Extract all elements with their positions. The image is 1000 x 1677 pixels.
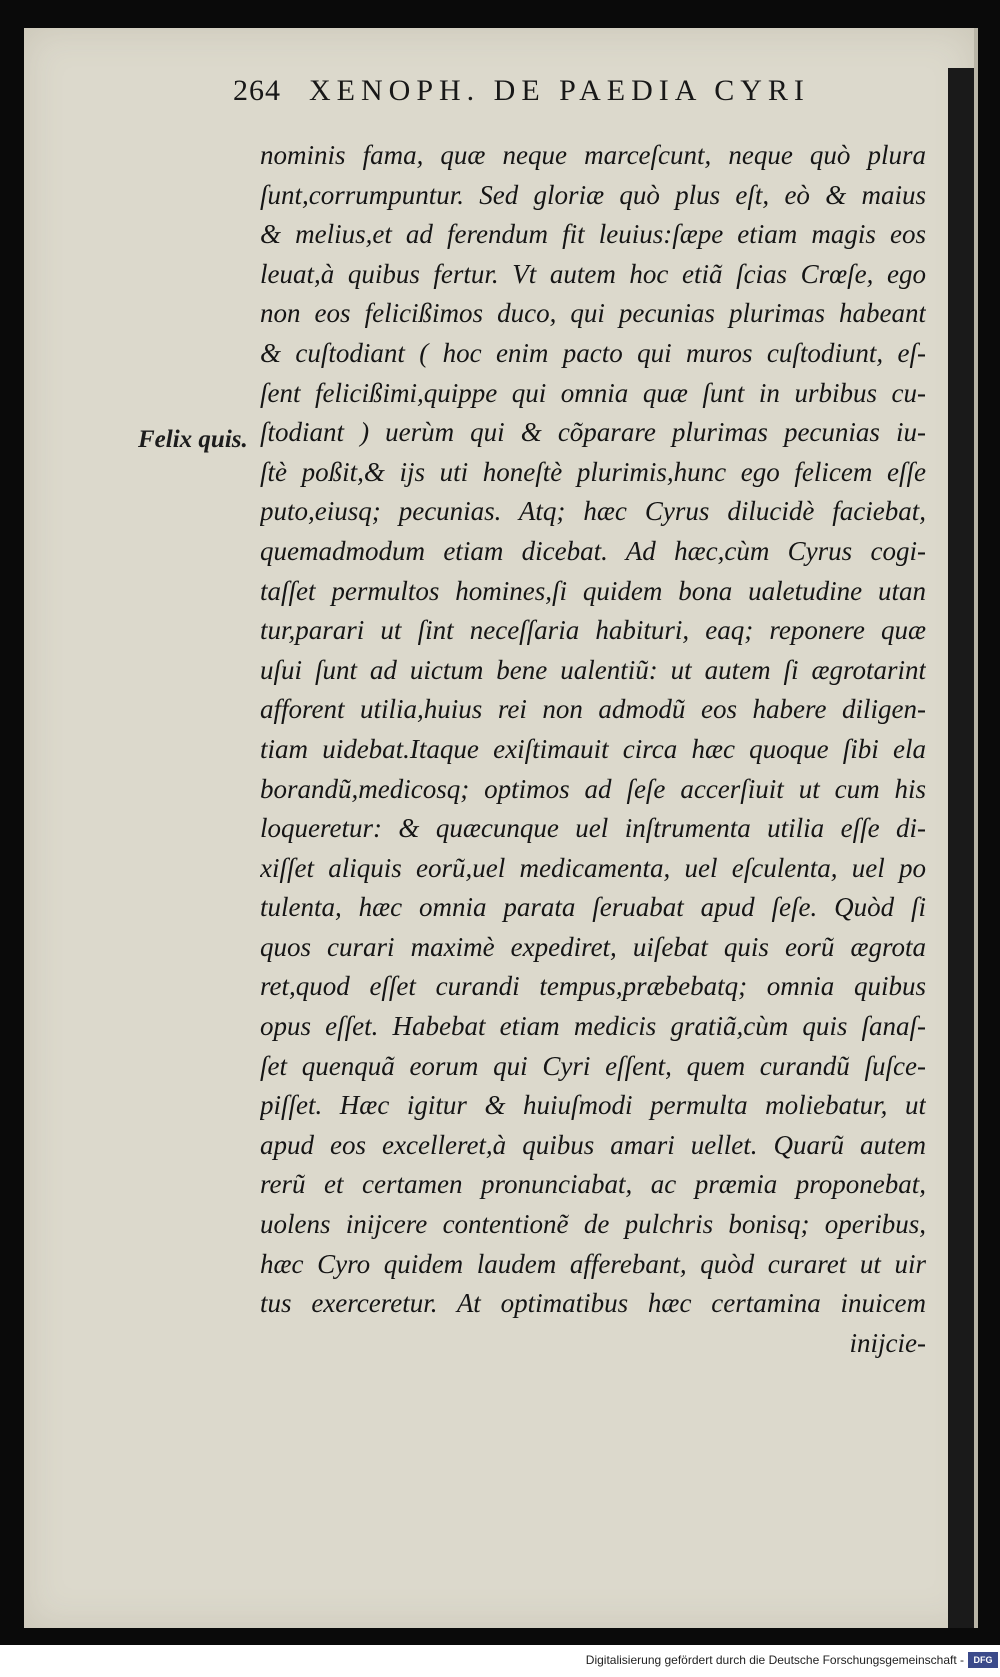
page-number: 264 xyxy=(233,74,281,107)
body-text xyxy=(260,136,926,1363)
text-line: borandũ,medicosq; optimos ad ſeſe accerſiuit ut cum his xyxy=(260,773,926,804)
text-line: uſui ſunt ad uictum bene ualentiũ: ut autem ſi ægrotarint xyxy=(260,654,926,685)
text-line: quemadmodum etiam dicebat. Ad hæc,cùm Cyrus cogi- xyxy=(260,535,926,566)
text-line: tulenta, hæc omnia parata ſeruabat apud ſeſe. Quòd ſi xyxy=(260,892,926,923)
text-line: ſtè poßit,& ijs uti honeſtè plurimis,hunc ego felicem eſſe xyxy=(260,456,926,487)
text-line: ret,quod eſſet curandi tempus,præbebatq; omnia quibus xyxy=(260,971,926,1002)
digitization-footer xyxy=(0,1645,1000,1677)
text-line: ſtodiant ) uerùm qui & cõparare plurimas pecunias iu- xyxy=(260,417,926,448)
text-line: ſet quenquã eorum qui Cyri eſſent, quem curandũ ſuſce- xyxy=(260,1050,926,1081)
running-head xyxy=(233,74,933,118)
text-line: apud eos excelleret,à quibus amari uellet. Quarũ autem xyxy=(260,1129,926,1160)
text-line: tiam uidebat.Itaque exiſtimauit circa hæc quoque ſibi ela xyxy=(260,733,926,764)
text-line: ſent felicißimi,quippe qui omnia quæ ſunt in urbibus cu- xyxy=(260,377,926,408)
text-line: nominis fama, quæ neque marceſcunt, neque quò plura xyxy=(260,140,926,170)
text-line: xiſſet aliquis eorũ,uel medicamenta, uel eſculenta, uel po xyxy=(260,852,926,883)
catchword: inijcie- xyxy=(849,1327,926,1358)
running-title: XENOPH. DE PAEDIA CYRI xyxy=(309,74,810,107)
text-line: afforent utilia,huius rei non admodũ eos habere diligen- xyxy=(260,694,926,725)
text-line: taſſet permultos homines,ſi quidem bona ualetudine utan xyxy=(260,575,926,606)
text-line: puto,eiusq; pecunias. Atq; hæc Cyrus dilucidè faciebat, xyxy=(260,496,926,527)
margin-note: Felix quis. xyxy=(138,426,248,453)
page-edge-shadow xyxy=(948,68,974,1628)
text-line: loqueretur: & quæcunque uel inſtrumenta utilia eſſe di- xyxy=(260,813,926,844)
text-line: & cuſtodiant ( hoc enim pacto qui muros cuſtodiunt, eſ- xyxy=(260,337,926,368)
text-line: non eos felicißimos duco, qui pecunias plurimas habeant xyxy=(260,298,926,329)
text-line: hæc Cyro quidem laudem afferebant, quòd curaret ut uir xyxy=(260,1248,926,1279)
text-line: rerũ et certamen pronunciabat, ac præmia proponebat, xyxy=(260,1169,926,1200)
dfg-logo: DFG xyxy=(968,1652,998,1668)
text-line: leuat,à quibus fertur. Vt autem hoc etiã ſcias Crœſe, ego xyxy=(260,258,926,289)
footer-credit: Digitalisierung gefördert durch die Deutsche Forschungsgemeinschaft - xyxy=(585,1653,964,1667)
text-line: uolens inijcere contentionẽ de pulchris bonisq; operibus, xyxy=(260,1209,926,1240)
text-line: & melius,et ad ferendum fit leuius:ſæpe etiam magis eos xyxy=(260,219,926,250)
text-line: tus exerceretur. At optimatibus hæc certamina inuicem xyxy=(260,1288,926,1319)
text-line: ſunt,corrumpuntur. Sed gloriæ quò plus eſt, eò & maius xyxy=(260,179,926,210)
text-line: opus eſſet. Habebat etiam medicis gratiã,cùm quis ſanaſ- xyxy=(260,1011,926,1042)
text-line: tur,parari ut ſint neceſſaria habituri, eaq; reponere quæ xyxy=(260,615,926,646)
text-line: quos curari maximè expediret, uiſebat quis eorũ ægrota xyxy=(260,931,926,962)
text-line: piſſet. Hæc igitur & huiuſmodi permulta moliebatur, ut xyxy=(260,1090,926,1121)
